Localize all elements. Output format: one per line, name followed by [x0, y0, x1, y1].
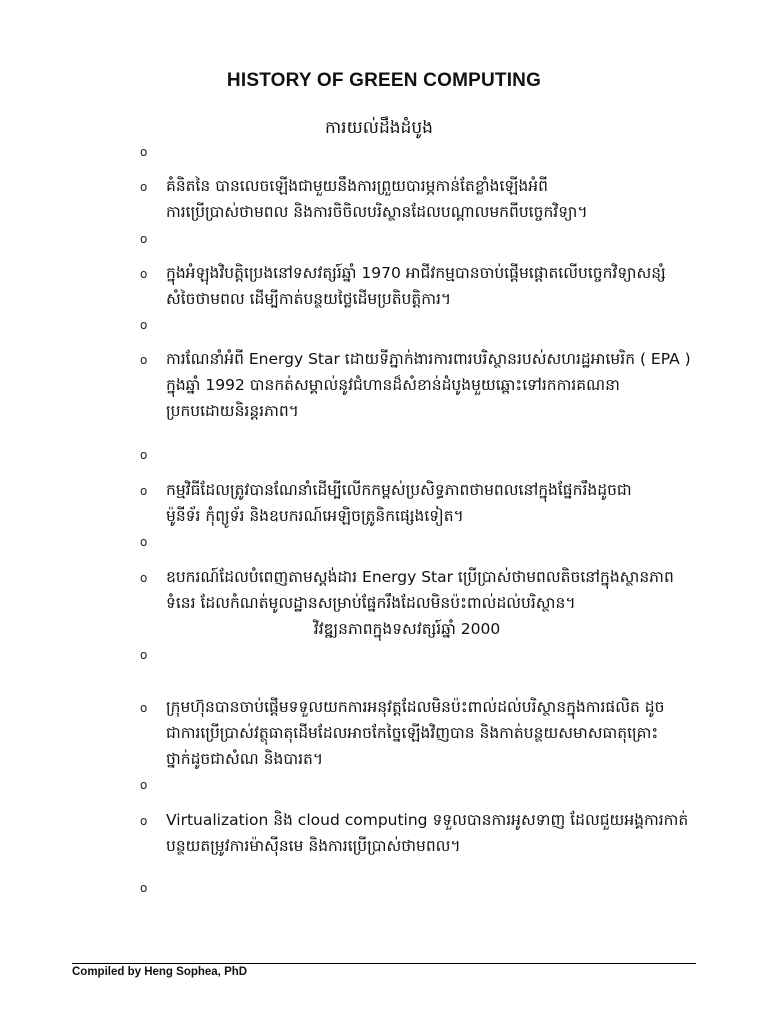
list-bullet: o: [140, 267, 148, 281]
list-item-line: ឧបករណ៍ដែលបំពេញតាមស្តង់ដារ Energy Star ប្រើប្រាស់ថាមពលតិចនៅក្នុងស្ថានភាព: [166, 568, 674, 586]
list-item-line: កម្មវិធីដែលត្រូវបានណែនាំដើម្បីលើកកម្ពស់ប្រសិទ្ធភាពថាមពលនៅក្នុងផ្នែករឹងដូចជា: [166, 481, 632, 499]
list-item-line: វិវឌ្ឍនភាពក្នុងទសវត្សរ៍ឆ្នាំ 2000: [166, 620, 501, 638]
list-item: [166, 346, 696, 424]
list-item-line: បន្ថយតម្រូវការម៉ាស៊ីនមេ និងការប្រើប្រាស់ថាមពល។: [166, 837, 461, 855]
list-item-line: សំចៃថាមពល ដើម្បីកាត់បន្ថយថ្លៃដើមប្រតិបត្តិការ។: [166, 290, 452, 308]
section-heading: ការយល់ដឹងដំបូង: [325, 118, 433, 138]
empty-bullet: o: [140, 648, 148, 662]
list-item: [166, 477, 696, 529]
empty-bullet: o: [140, 448, 148, 462]
list-item-line: ថ្នាក់ដូចជាសំណ និងបារត។: [166, 750, 324, 768]
footer-credit: Compiled by Heng Sophea, PhD: [72, 966, 248, 978]
list-item: [166, 694, 696, 772]
list-bullet: o: [140, 353, 148, 367]
list-item-line: ទំនេរ ដែលកំណត់មូលដ្ឋានសម្រាប់ផ្នែករឹងដែលមិនប៉ះពាល់ដល់បរិស្ថាន។: [166, 594, 576, 612]
footer-divider: [72, 963, 696, 964]
list-item-line: ក្រុមហ៊ុនបានចាប់ផ្តើមទទួលយកការអនុវត្តដែលមិនប៉ះពាល់ដល់បរិស្ថានក្នុងការផលិត ដូច: [166, 698, 665, 716]
empty-bullet: o: [140, 535, 148, 549]
list-item-line: ម៉ូនីទ័រ កុំព្យូទ័រ និងឧបករណ៍អេឡិចត្រូនិកផ្សេងទៀត។: [166, 507, 464, 525]
list-item: [166, 260, 696, 312]
list-item-line: ការណែនាំអំពី Energy Star ដោយទីភ្នាក់ងារការពារបរិស្ថានរបស់សហរដ្ឋអាមេរិក ( EPA ): [166, 350, 691, 368]
list-item-line: ជាការប្រើប្រាស់វត្ថុធាតុដើមដែលអាចកែច្នៃឡើងវិញបាន និងកាត់បន្ថយសមាសធាតុគ្រោះ: [166, 724, 659, 742]
list-item-line: គំនិតនៃ បានលេចឡើងជាមួយនឹងការព្រួយបារម្ភកាន់តែខ្លាំងឡើងអំពី: [166, 177, 548, 195]
empty-bullet: o: [140, 318, 148, 332]
list-bullet: o: [140, 814, 148, 828]
list-item-line: ប្រកបដោយនិរន្តរភាព។: [166, 402, 299, 420]
list-item-line: Virtualization និង cloud computing ទទួលបានការអូសទាញ ដែលជួយអង្គការកាត់: [166, 811, 689, 829]
empty-bullet: o: [140, 232, 148, 246]
list-item-line: ក្នុងអំឡុងវិបត្តិប្រេងនៅទសវត្សរ៍ឆ្នាំ 1970 អាជីវកម្មបានចាប់ផ្តើមផ្តោតលើបច្ចេកវិទ្យាសន្សំ: [166, 264, 666, 282]
list-item-line: ការប្រើប្រាស់ថាមពល និងការចិចិលបរិស្ថានដែលបណ្តាលមកពីបច្ចេកវិទ្យា។: [166, 203, 588, 221]
list-bullet: o: [140, 484, 148, 498]
list-bullet: o: [140, 571, 148, 585]
list-item: [166, 807, 696, 859]
list-item-line: ក្នុងឆ្នាំ 1992 បានកត់សម្គាល់នូវជំហានដ៏សំខាន់ដំបូងមួយឆ្ពោះទៅរកការគណនា: [166, 376, 620, 394]
empty-bullet: o: [140, 881, 148, 895]
list-bullet: o: [140, 701, 148, 715]
page-title: HISTORY OF GREEN COMPUTING: [226, 70, 542, 91]
list-bullet: o: [140, 180, 148, 194]
list-item: [166, 564, 696, 642]
empty-bullet: o: [140, 145, 148, 159]
list-item: [166, 173, 696, 225]
empty-bullet: o: [140, 778, 148, 792]
